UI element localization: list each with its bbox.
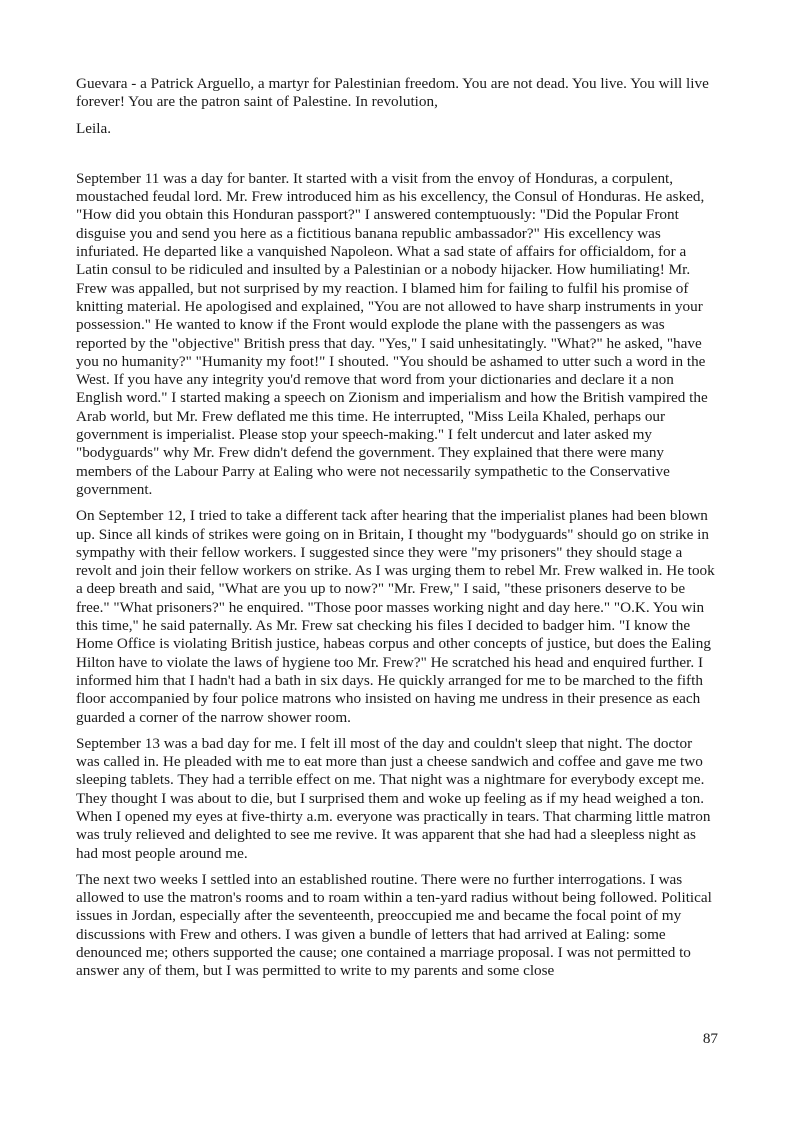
page-body	[76, 75, 719, 989]
paragraph-september-11: September 11 was a day for banter. It started with a visit from the envoy of Honduras, a corpulent, moustached feudal lord. Mr. Frew introduced him as his excellency, the Consul of Honduras. He asked, "How did you obtain this Honduran passport?" I answered contemptuously: "Did the Popular Front disguise you and send you here as a fictitious banana republic ambassador?" His excellency was infuriated. He departed like a vanquished Napoleon. What a sad state of affairs for officialdom, for a Latin consul to be ridiculed and insulted by a Palestinian or a nobody hijacker. How humiliating! Mr. Frew was appalled, but not surprised by my reaction. I blamed him for failing to fulfil his promise of knitting material. He apologised and explained, "You are not allowed to have sharp instruments in your possession." He wanted to know if the Front would explode the plane with the passengers as was reported by the "objective" British press that day. "Yes," I said unhesitatingly. "What?" he asked, "have you no humanity?" "Humanity my foot!" I shouted. "You should be ashamed to utter such a word in the West. If you have any integrity you'd remove that word from your dictionaries and declare it a non English word." I started making a speech on Zionism and imperialism and how the British vampired the Arab world, but Mr. Frew deflated me this time. He interrupted, "Miss Leila Khaled, perhaps our government is imperialist. Please stop your speech-making." I felt undercut and later asked my "bodyguards" why Mr. Frew didn't defend the government. They explained that there were many members of the Labour Parry at Ealing who were not necessarily sympathetic to the Conservative government.	[76, 169, 708, 498]
paragraph-signature: Leila.	[76, 119, 111, 137]
paragraph-september-12: On September 12, I tried to take a different tack after hearing that the imperialist planes had been blown up. Since all kinds of strikes were going on in Britain, I thought my "bodyguards" should go on strike in sympathy with their fellow workers. I suggested since they were "my prisoners" they should stage a revolt and join their fellow workers on strike. As I was urging them to rebel Mr. Frew walked in. He took a deep breath and said, "What are you up to now?" "Mr. Frew," I said, "these prisoners deserve to be free." "What prisoners?" he enquired. "Those poor masses working night and day here." "O.K. You win this time," he said paternally. As Mr. Frew sat checking his files I decided to badger him. "I know the Home Office is violating British justice, habeas corpus and other concepts of justice, but does the Ealing Hilton have to violate the laws of hygiene too Mr. Frew?" He scratched his head and enquired further. I informed him that I hadn't had a bath in six days. He quickly arranged for me to be marched to the fifth floor accompanied by four police matrons who insisted on having me undress in their presence as each guarded a corner of the narrow shower room.	[76, 507, 715, 726]
paragraph-september-13: September 13 was a bad day for me. I felt ill most of the day and couldn't sleep that night. The doctor was called in. He pleaded with me to eat more than just a cheese sandwich and coffee and gave me two sleeping tablets. They had a terrible effect on me. That night was a nightmare for everybody except me. They thought I was about to die, but I surprised them and woke up feeling as if my head weighed a ton. When I opened my eyes at five-thirty a.m. everyone was practically in tears. That charming little matron was truly relieved and delighted to see me revive. It was apparent that she had had a sleepless night as had most people around me.	[76, 734, 711, 862]
paragraph-letter-close: Guevara - a Patrick Arguello, a martyr for Palestinian freedom. You are not dead. You live. You will live forever! You are the patron saint of Palestine. In revolution,	[76, 75, 709, 111]
page-number: 87	[702, 1030, 718, 1047]
paragraph-next-two-weeks: The next two weeks I settled into an established routine. There were no further interrogations. I was allowed to use the matron's rooms and to roam within a ten-yard radius without being followed. Political issues in Jordan, especially after the seventeenth, preoccupied me and became the focal point of my discussions with Frew and others. I was given a bundle of letters that had arrived at Ealing: some denounced me; others supported the cause; one contained a marriage proposal. I was not permitted to answer any of them, but I was permitted to write to my parents and some close	[76, 870, 712, 980]
